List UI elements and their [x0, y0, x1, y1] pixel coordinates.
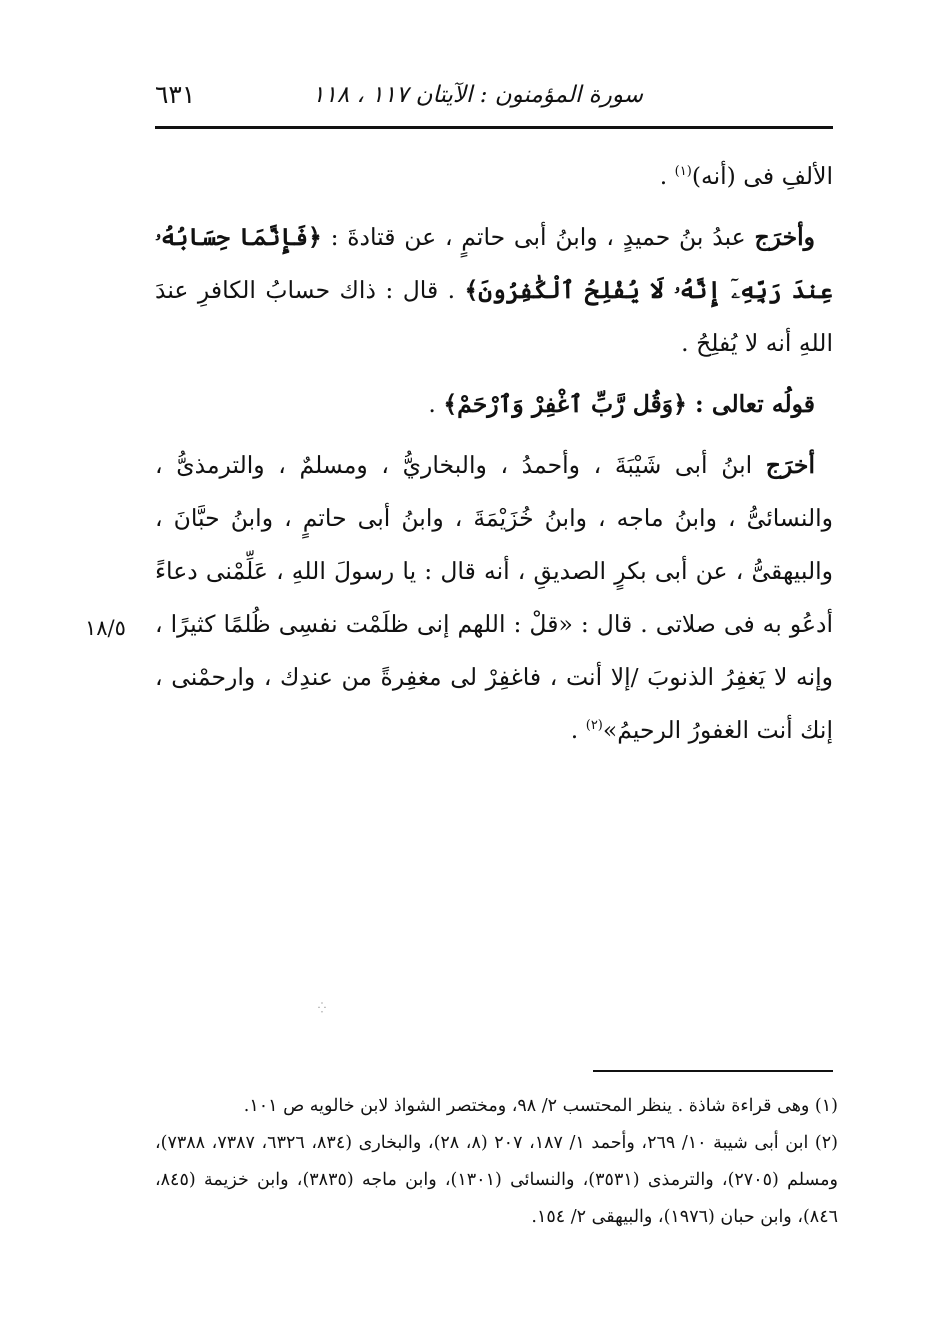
- paragraph-1-end: .: [659, 162, 675, 190]
- paragraph-3-lead: قولُه تعالى :: [695, 390, 815, 418]
- page-number: ٦٣١: [155, 80, 196, 109]
- paragraph-4-end: .: [570, 716, 586, 744]
- quran-verse-2: ﴿وَقُل رَّبِّ ٱغْفِرْ وَٱرْحَمْ﴾: [443, 390, 696, 418]
- main-text: [155, 150, 833, 765]
- paragraph-4-lead: أخرَج: [765, 451, 815, 479]
- quran-verse-1: ﴿فَإِنَّمَا حِسَابُهُۥ عِندَ رَبِّهِۦٓ إِنَّهُۥ لَا يُفْلِحُ ٱلْكَٰفِرُونَ﴾: [155, 223, 833, 304]
- page-header: [155, 78, 833, 122]
- paragraph-2: [155, 211, 833, 370]
- paragraph-2-text: عبدُ بنُ حميدٍ ، وابنُ أبى حاتمٍ ، عن قتادةَ :: [321, 223, 755, 251]
- scan-speck: ⁛: [318, 1003, 326, 1014]
- footnote-2: (٢) ابن أبى شيبة ١٠/ ٢٦٩، وأحمد ١/ ١٨٧، ٢٠٧ (٨، ٢٨)، والبخارى (٨٣٤، ٦٣٢٦، ٧٣٨٧، ٧٣٨٨)، ومسلم (٢٧٠٥)، والترمذى (٣٥٣١)، والنسائى (١٣٠١)، وابن ماجه (٣٨٣٥)، وابن خزيمة (٨٤٥، ٨٤٦)، وابن حبان (١٩٧٦)، والبيهقى ٢/ ١٥٤.: [155, 1133, 838, 1227]
- paragraph-2-tail: . قال : ذاك حسابُ الكافرِ عندَ اللهِ أنه لا يُفلِحُ .: [155, 276, 833, 357]
- paragraph-4-text: ابنُ أبى شَيْبَةَ ، وأحمدُ ، والبخاريُّ ، ومسلمٌ ، والترمذىُّ ، والنسائىُّ ، وابنُ ماجه ، وابنُ خُزَيْمَةَ ، وابنُ أبى حاتمٍ ، وابنُ حبَّانَ ، والبيهقىُّ ، عن أبى بكرٍ الصديقِ ، أنه قال : يا رسولَ اللهِ ، عَلِّمْنى دعاءً أدعُو به فى صلاتى . قال : «قلْ : اللهم إنى ظلَمْت نفسِى ظُلمًا كثيرًا ، وإنه لا يَغفِرُ الذنوبَ /إلا أنت ، فاغفِرْ لى مغفِرةً من عندِك ، وارحمْنى ، إنك أنت الغفورُ الرحيمُ»: [155, 451, 833, 744]
- footnote-ref-1[interactable]: (١): [674, 164, 692, 180]
- paragraph-3-tail: .: [428, 390, 444, 418]
- margin-volume-page-note: ١٨/٥: [85, 616, 126, 640]
- paragraph-3: [155, 378, 833, 431]
- paragraph-2-lead: وأخرَج: [754, 223, 815, 251]
- running-title: سورة المؤمنون : الآيتان ١١٧ ، ١١٨: [312, 82, 643, 108]
- footnote-1: (١) وهى قراءة شاذة . ينظر المحتسب ٢/ ٩٨، ومختصر الشواذ لابن خالويه ص ١٠١.: [243, 1096, 838, 1116]
- header-rule: [155, 126, 833, 129]
- footnote-ref-2[interactable]: (٢): [585, 718, 603, 734]
- paragraph-1: [155, 150, 833, 203]
- footnotes: [155, 1088, 838, 1236]
- footnote-rule: [593, 1070, 833, 1072]
- paragraph-1-text: الألفِ فى (أنه): [691, 162, 833, 190]
- paragraph-4: [155, 439, 833, 757]
